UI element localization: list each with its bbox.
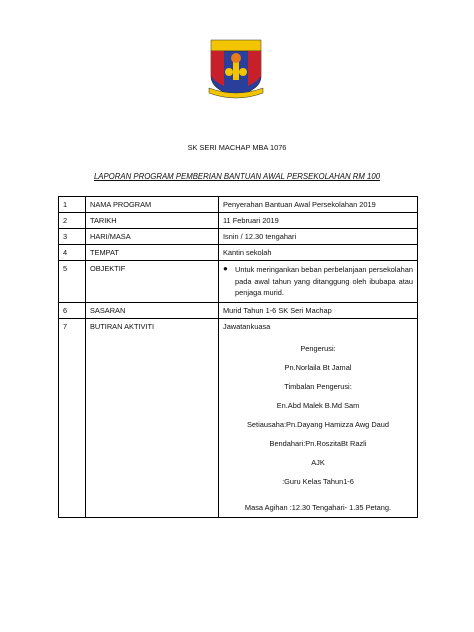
table-row [59, 229, 418, 245]
row-value: Kantin sekolah [219, 245, 418, 261]
school-crest-logo [206, 38, 266, 100]
committee-secretary: Setiausaha:Pn.Dayang Hamizza Awg Daud [246, 419, 389, 429]
row-value: Isnin / 12.30 tengahari [219, 229, 418, 245]
row-label: HARI/MASA [86, 229, 219, 245]
committee-vice-chair-label: Timbalan Pengerusi: [284, 381, 352, 391]
row-number: 4 [59, 245, 86, 261]
table-row [59, 197, 418, 213]
row-value: Murid Tahun 1-6 SK Seri Machap [219, 302, 418, 318]
row-label: TEMPAT [86, 245, 219, 261]
objective-text: Untuk meringankan beban perbelanjaan persekolahan pada awal tahun yang ditanggung oleh ibubapa atau penjaga murid. [235, 265, 413, 297]
report-table [58, 196, 418, 518]
row-number: 7 [59, 318, 86, 517]
row-number: 3 [59, 229, 86, 245]
distribution-time: Masa Agihan :12.30 Tengahari- 1.35 Petang. [244, 502, 392, 512]
row-value: 11 Februari 2019 [219, 213, 418, 229]
committee-heading: Jawatankuasa [223, 321, 271, 331]
bullet-icon: ● [223, 264, 228, 273]
school-code-heading: SK SERI MACHAP MBA 1076 [187, 143, 287, 152]
row-value-objective [219, 261, 418, 303]
row-label: TARIKH [86, 213, 219, 229]
row-number: 2 [59, 213, 86, 229]
row-label: SASARAN [86, 302, 219, 318]
committee-chair-label: Pengerusi: [300, 343, 336, 353]
row-label: OBJEKTIF [86, 261, 219, 303]
row-number: 1 [59, 197, 86, 213]
table-row [59, 302, 418, 318]
table-row [59, 261, 418, 303]
report-title: LAPORAN PROGRAM PEMBERIAN BANTUAN AWAL PERSEKOLAHAN RM 100 [93, 172, 381, 181]
table-row [59, 318, 418, 517]
committee-chair-name: Pn.Norlaila Bt Jamal [284, 362, 352, 372]
row-number: 6 [59, 302, 86, 318]
committee-ajk-label: AJK [311, 457, 325, 467]
table-row [59, 245, 418, 261]
committee-vice-chair-name: En.Abd Malek B.Md Sam [276, 400, 360, 410]
row-number: 5 [59, 261, 86, 303]
row-label: BUTIRAN AKTIVITI [86, 318, 219, 517]
activity-details [219, 318, 418, 517]
row-label: NAMA PROGRAM [86, 197, 219, 213]
committee-treasurer: Bendahari:Pn.RoszitaBt Razli [269, 438, 367, 448]
table-row [59, 213, 418, 229]
row-value: Penyerahan Bantuan Awal Persekolahan 2019 [219, 197, 418, 213]
committee-ajk-members: :Guru Kelas Tahun1-6 [282, 476, 354, 486]
